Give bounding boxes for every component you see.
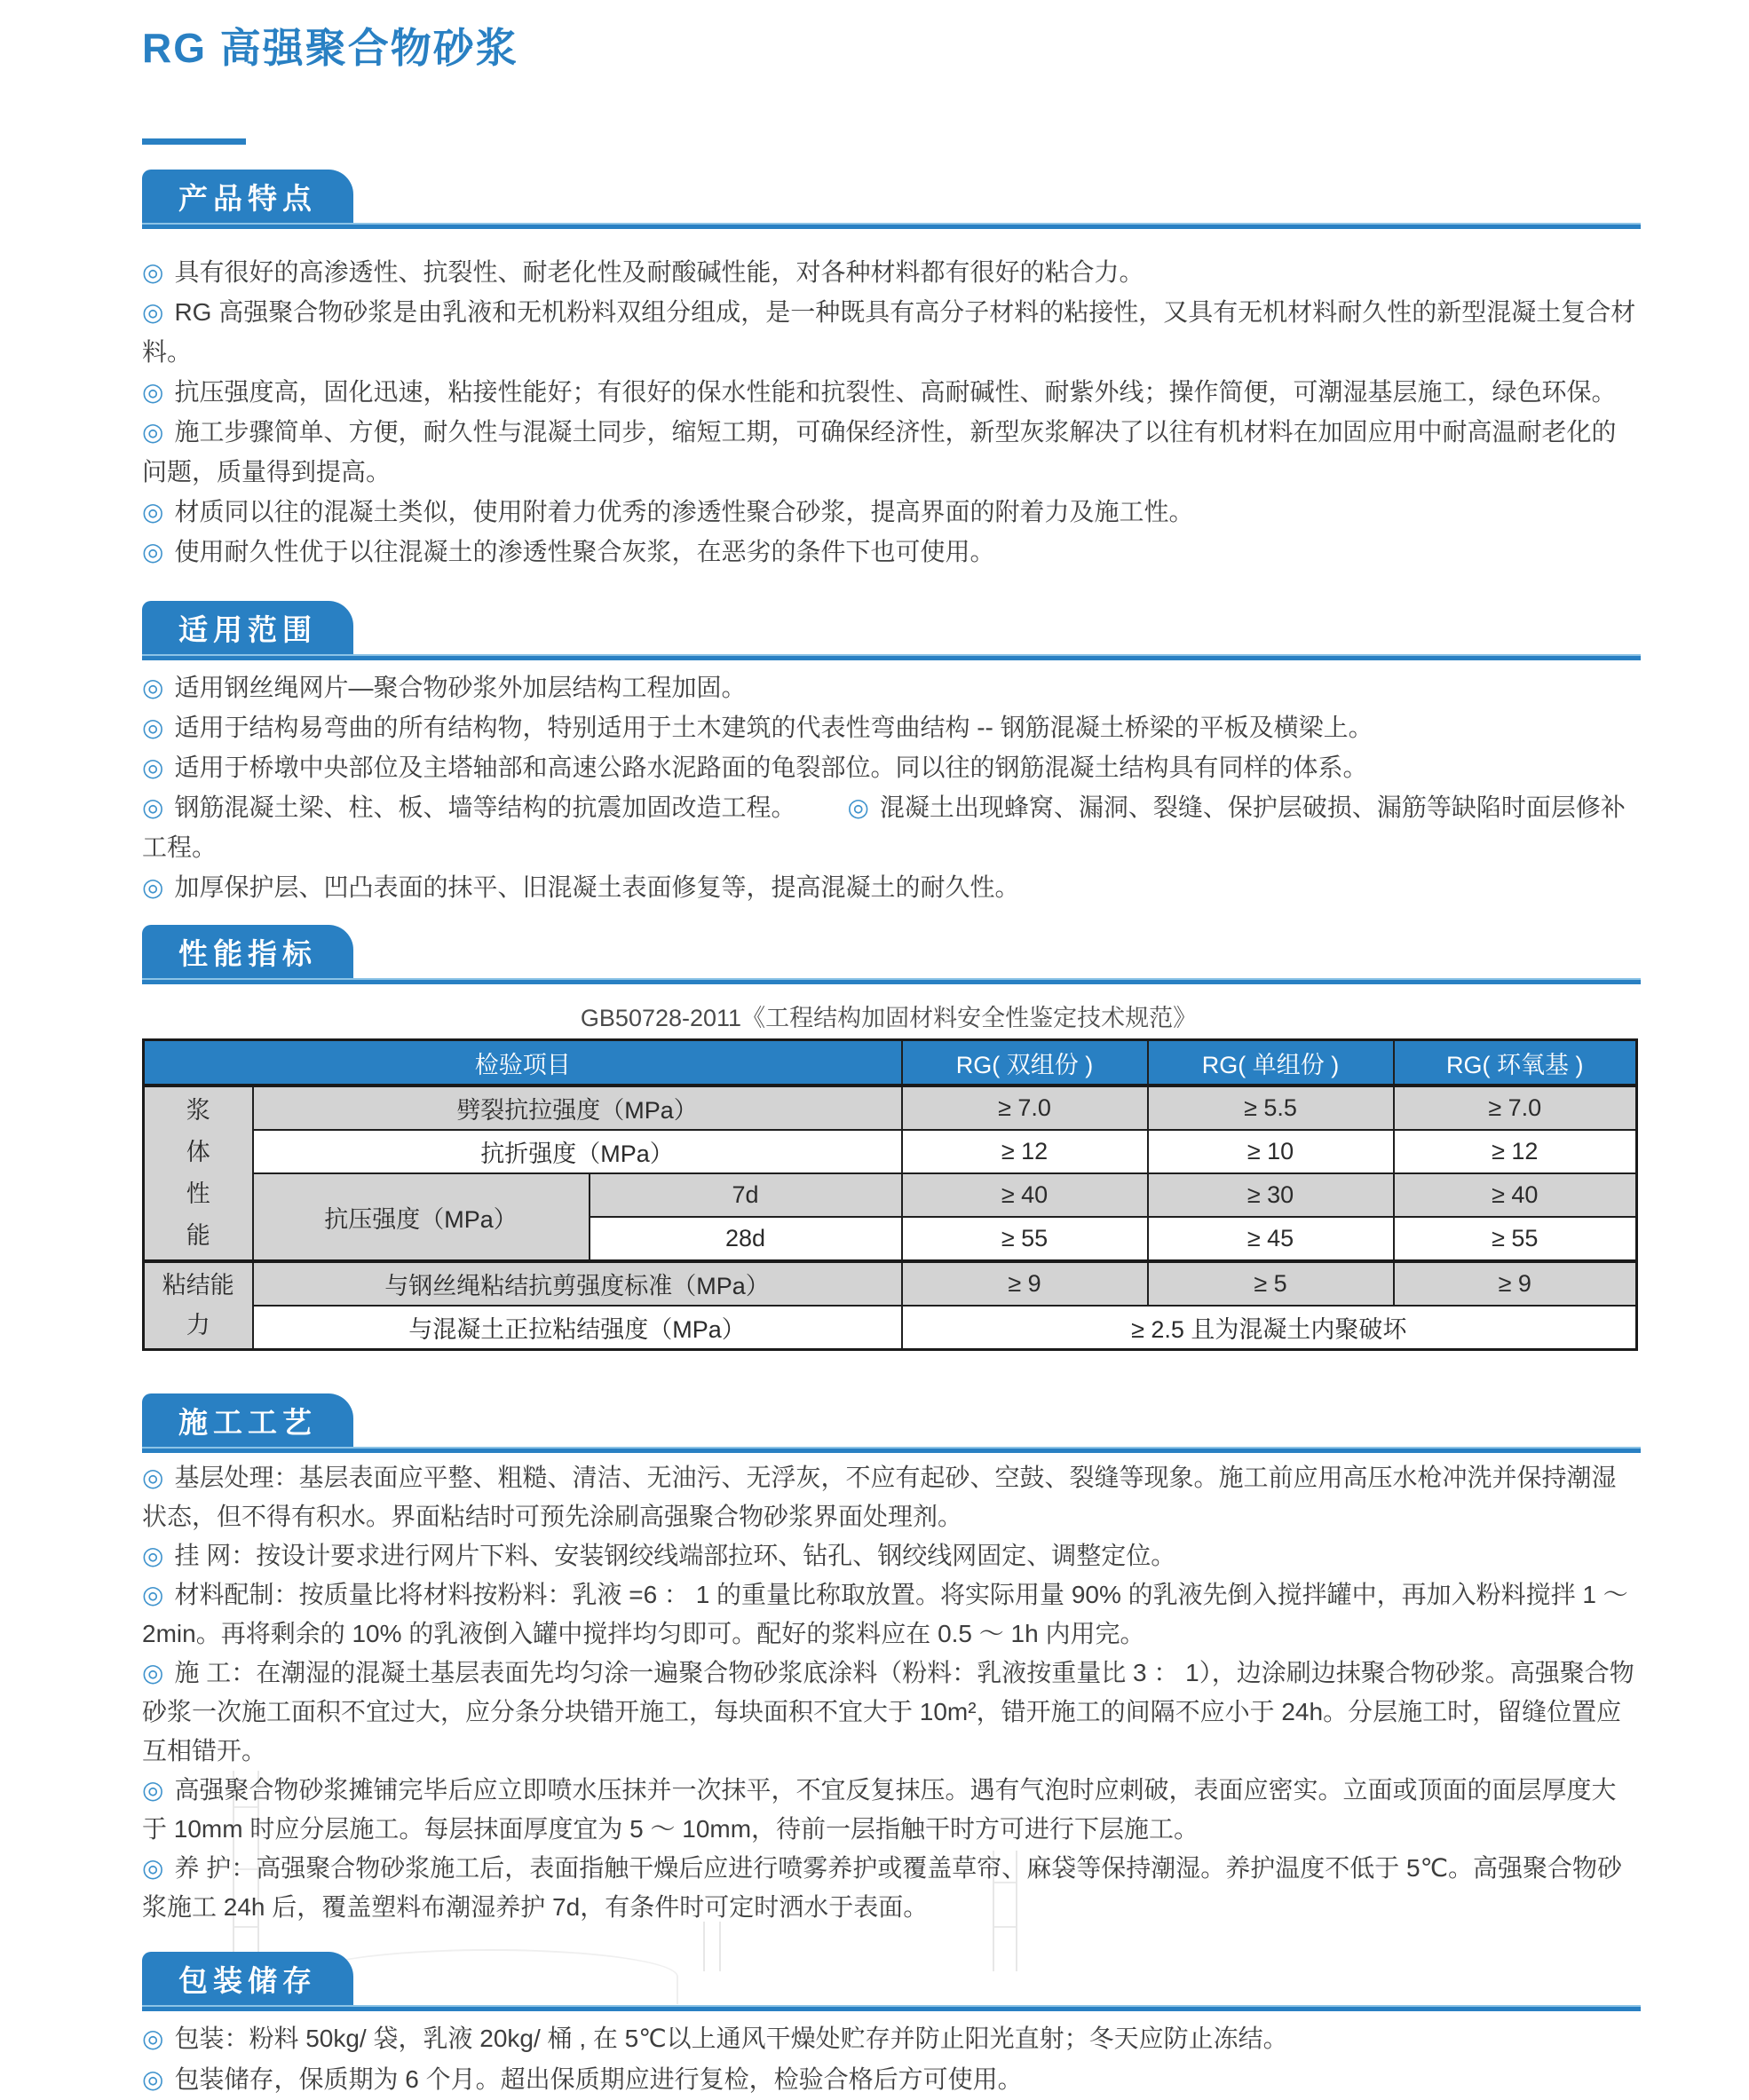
- list-item: [142, 532, 1641, 572]
- table-header-row: [144, 1040, 1637, 1086]
- bullet-icon: ◎: [142, 1581, 164, 1608]
- table-caption: GB50728-2011《工程结构加固材料安全性鉴定技术规范》: [580, 1005, 1198, 1031]
- section-badge-process: [142, 1393, 353, 1447]
- test-item-cell: 抗压强度（MPa）: [253, 1173, 590, 1261]
- list-item: [142, 707, 1641, 747]
- column-header: RG( 单组份 ): [1148, 1040, 1394, 1086]
- section-title: 性能指标: [178, 936, 317, 970]
- value-cell: ≥ 9: [902, 1261, 1148, 1306]
- section-scope: [142, 601, 1641, 660]
- test-item-cell: 抗折强度（MPa）: [253, 1130, 902, 1173]
- list-item: [142, 867, 1641, 907]
- section-rule: [142, 978, 1641, 984]
- section-packaging: [142, 1952, 1641, 2011]
- value-cell: ≥ 7.0: [902, 1086, 1148, 1130]
- list-item: [142, 747, 1641, 787]
- performance-table: [142, 1038, 1638, 1351]
- bullet-icon: ◎: [142, 378, 164, 406]
- list-item: [142, 667, 1641, 707]
- section-badge-performance: [142, 925, 353, 978]
- list-item-text: 包装储存，保质期为 6 个月。超出保质期应进行复检，检验合格后方可使用。: [174, 2065, 1023, 2093]
- page-title: RG 高强聚合物砂浆: [142, 25, 518, 71]
- section-title: 施工工艺: [178, 1405, 317, 1439]
- section-title: 包装储存: [178, 1963, 317, 1997]
- list-item-double: [142, 787, 1641, 867]
- list-item-text: 材质同以往的混凝土类似，使用附着力优秀的渗透性聚合砂浆，提高界面的附着力及施工性。: [174, 498, 1194, 525]
- list-item-text: 施 工：在潮湿的混凝土基层表面先均匀涂一遍聚合物砂浆底涂料（粉料：乳液按重量比 3 ： 1），边涂刷边抹聚合物砂浆。高强聚合物砂浆一次施工面积不宜过大，应分条分块错开施工，每块面积不宜大于 10m²，错开施工的间隔不应小于 24h。分层施工时，留缝位置应互相错开。: [142, 1659, 1634, 1764]
- value-cell: ≥ 40: [902, 1173, 1148, 1217]
- list-item: [142, 412, 1641, 492]
- row-group-label: 浆体性能: [144, 1086, 253, 1261]
- table-row: [144, 1086, 1637, 1130]
- value-cell: ≥ 10: [1148, 1130, 1394, 1173]
- list-item: [142, 252, 1641, 292]
- list-item-text: 使用耐久性优于以往混凝土的渗透性聚合灰浆，在恶劣的条件下也可使用。: [174, 538, 995, 565]
- bullet-icon: ◎: [142, 298, 164, 326]
- column-header: RG( 双组份 ): [902, 1040, 1148, 1086]
- list-item-text: 具有很好的高渗透性、抗裂性、耐老化性及耐酸碱性能，对各种材料都有很好的粘合力。: [174, 258, 1144, 286]
- list-item-text: 适用于结构易弯曲的所有结构物，特别适用于土木建筑的代表性弯曲结构 -- 钢筋混凝土桥梁的平板及横梁上。: [174, 714, 1373, 741]
- value-cell: ≥ 9: [1394, 1261, 1637, 1306]
- bullet-icon: ◎: [142, 2065, 164, 2093]
- section-title: 产品特点: [178, 181, 317, 215]
- list-item-text: 钢筋混凝土梁、柱、板、墙等结构的抗震加固改造工程。: [174, 793, 796, 821]
- process-list: [142, 1458, 1641, 1927]
- section-rule: [142, 654, 1641, 660]
- list-item-text: 适用钢丝绳网片—聚合物砂浆外加层结构工程加固。: [174, 674, 747, 701]
- value-cell: ≥ 12: [1394, 1130, 1637, 1173]
- title-underline: [142, 138, 246, 145]
- table-row: [144, 1130, 1637, 1173]
- section-badge-scope: [142, 601, 353, 654]
- list-item: [142, 2059, 1641, 2100]
- bullet-icon: ◎: [142, 754, 164, 781]
- section-rule: [142, 1447, 1641, 1453]
- row-group-label: 粘结能力: [144, 1261, 253, 1350]
- list-item: [142, 292, 1641, 372]
- value-cell-merged: ≥ 2.5 且为混凝土内聚破坏: [902, 1306, 1637, 1350]
- value-cell: ≥ 5.5: [1148, 1086, 1394, 1130]
- value-cell: ≥ 40: [1394, 1173, 1637, 1217]
- list-item: [142, 1575, 1641, 1654]
- bullet-icon: ◎: [142, 674, 164, 701]
- list-item-text: 挂 网：按设计要求进行网片下料、安装钢绞线端部拉环、钻孔、钢绞线网固定、调整定位。: [174, 1542, 1176, 1569]
- table-row: [144, 1261, 1637, 1306]
- value-cell: ≥ 55: [902, 1217, 1148, 1261]
- value-cell: ≥ 7.0: [1394, 1086, 1637, 1130]
- features-list: [142, 252, 1641, 572]
- list-item: [142, 1849, 1641, 1927]
- column-header: 检验项目: [144, 1040, 902, 1086]
- bullet-icon: ◎: [847, 793, 869, 821]
- test-item-cell: 与钢丝绳粘结抗剪强度标准（MPa）: [253, 1261, 902, 1306]
- bullet-icon: ◎: [142, 1776, 164, 1804]
- value-cell: ≥ 45: [1148, 1217, 1394, 1261]
- list-item-text: RG 高强聚合物砂浆是由乳液和无机粉料双组分组成，是一种既具有高分子材料的粘接性，又具有无机材料耐久性的新型混凝土复合材料。: [142, 298, 1636, 366]
- section-performance: [142, 925, 1641, 984]
- list-item: [142, 1536, 1641, 1575]
- section-features: [142, 170, 1641, 229]
- bullet-icon: ◎: [142, 418, 164, 446]
- product-sheet: [0, 20, 1749, 2093]
- bullet-icon: ◎: [142, 258, 164, 286]
- list-item-text: 材料配制：按质量比将材料按粉料：乳液 =6 ： 1 的重量比称取放置。将实际用量 90% 的乳液先倒入搅拌罐中，再加入粉料搅拌 1 ～ 2min。再将剩余的 10% 的乳液倒入罐中搅拌均匀即可。配好的浆料应在 0.5 ～ 1h 内用完。: [142, 1581, 1628, 1647]
- column-header: RG( 环氧基 ): [1394, 1040, 1637, 1086]
- section-badge-packaging: [142, 1952, 353, 2005]
- list-item-text: 施工步骤简单、方便，耐久性与混凝土同步，缩短工期，可确保经济性，新型灰浆解决了以往有机材料在加固应用中耐高温耐老化的问题，质量得到提高。: [142, 418, 1617, 486]
- value-cell: ≥ 55: [1394, 1217, 1637, 1261]
- bullet-icon: ◎: [142, 1542, 164, 1569]
- list-item-text: 基层处理：基层表面应平整、粗糙、清洁、无油污、无浮灰，不应有起砂、空鼓、裂缝等现象。施工前应用高压水枪冲洗并保持潮湿状态，但不得有积水。界面粘结时可预先涂刷高强聚合物砂浆界面处理剂。: [142, 1464, 1617, 1530]
- list-item-text: 高强聚合物砂浆摊铺完毕后应立即喷水压抹并一次抹平，不宜反复抹压。遇有气泡时应刺破，表面应密实。立面或顶面的面层厚度大于 10mm 时应分层施工。每层抹面厚度宜为 5 ～ 10mm，待前一层指触干时方可进行下层施工。: [142, 1776, 1617, 1843]
- table-row: [144, 1306, 1637, 1350]
- list-item: [142, 1654, 1641, 1771]
- table-row: [144, 1173, 1637, 1217]
- list-item-text: 抗压强度高，固化迅速，粘接性能好；有很好的保水性能和抗裂性、高耐碱性、耐紫外线；操作简便，可潮湿基层施工，绿色环保。: [174, 378, 1617, 406]
- list-item: [142, 1771, 1641, 1849]
- bullet-icon: ◎: [142, 714, 164, 741]
- list-item-text: 混凝土出现蜂窝、漏洞、裂缝、保护层破损、漏筋等缺陷时面层修补工程。: [142, 793, 1626, 861]
- bullet-icon: ◎: [142, 2025, 164, 2052]
- section-badge-features: [142, 170, 353, 223]
- value-cell: ≥ 5: [1148, 1261, 1394, 1306]
- bullet-icon: ◎: [142, 1464, 164, 1491]
- age-cell: 28d: [590, 1217, 902, 1261]
- list-item: [142, 372, 1641, 412]
- packaging-list: [142, 2018, 1641, 2100]
- scope-list: [142, 667, 1641, 907]
- list-item-text: 适用于桥墩中央部位及主塔轴部和高速公路水泥路面的龟裂部位。同以往的钢筋混凝土结构具有同样的体系。: [174, 754, 1368, 781]
- age-cell: 7d: [590, 1173, 902, 1217]
- bullet-icon: ◎: [142, 1659, 164, 1686]
- list-item: [142, 1458, 1641, 1536]
- section-process: [142, 1393, 1641, 1453]
- list-item-text: 包装：粉料 50kg/ 袋，乳液 20kg/ 桶 , 在 5℃以上通风干燥处贮存并防止阳光直射；冬天应防止冻结。: [174, 2025, 1288, 2052]
- section-rule: [142, 2005, 1641, 2011]
- test-item-cell: 与混凝土正拉粘结强度（MPa）: [253, 1306, 902, 1350]
- value-cell: ≥ 12: [902, 1130, 1148, 1173]
- test-item-cell: 劈裂抗拉强度（MPa）: [253, 1086, 902, 1130]
- bullet-icon: ◎: [142, 793, 164, 821]
- section-title: 适用范围: [178, 612, 317, 646]
- section-rule: [142, 223, 1641, 229]
- list-item: [142, 492, 1641, 532]
- list-item: [142, 2018, 1641, 2059]
- bullet-icon: ◎: [142, 538, 164, 565]
- value-cell: ≥ 30: [1148, 1173, 1394, 1217]
- bullet-icon: ◎: [142, 498, 164, 525]
- bullet-icon: ◎: [142, 1854, 164, 1882]
- list-item-text: 养 护：高强聚合物砂浆施工后，表面指触干燥后应进行喷雾养护或覆盖草帘、麻袋等保持潮湿。养护温度不低于 5℃。高强聚合物砂浆施工 24h 后，覆盖塑料布潮湿养护 7d，有条件时可定时洒水于表面。: [142, 1854, 1623, 1921]
- list-item-text: 加厚保护层、凹凸表面的抹平、旧混凝土表面修复等，提高混凝土的耐久性。: [174, 873, 1020, 901]
- bullet-icon: ◎: [142, 873, 164, 901]
